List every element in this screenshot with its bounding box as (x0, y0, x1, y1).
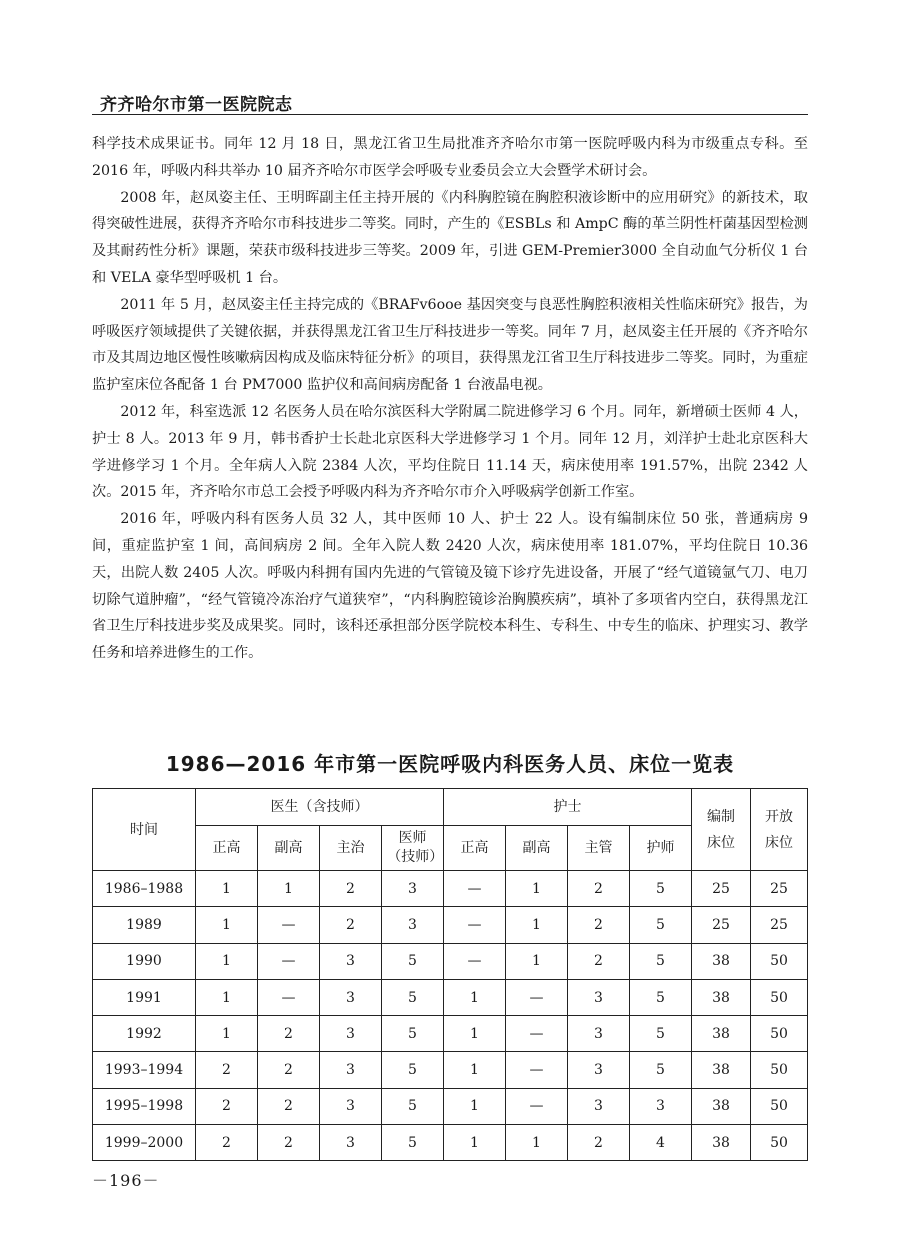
cell: 2 (320, 871, 382, 907)
cell: 5 (382, 943, 444, 979)
cell: 3 (320, 943, 382, 979)
cell: 1 (444, 1052, 506, 1088)
cell: 3 (568, 1016, 630, 1052)
cell: 5 (382, 1016, 444, 1052)
cell: 1 (258, 871, 320, 907)
running-header-title: 齐齐哈尔市第一医院院志 (100, 95, 293, 115)
cell: 1 (506, 871, 568, 907)
cell: 5 (382, 1052, 444, 1088)
cell: 50 (751, 979, 808, 1015)
cell-time: 1990 (93, 943, 196, 979)
cell: 1 (444, 1016, 506, 1052)
cell: 2 (320, 907, 382, 943)
cell: 3 (568, 979, 630, 1015)
cell: 4 (630, 1125, 692, 1161)
cell: 3 (568, 1052, 630, 1088)
paragraph-2016: 2016 年，呼吸内科有医务人员 32 人，其中医师 10 人、护士 22 人。设有编制床位 50 张，普通病房 9 间，重症监护室 1 间，高间病房 2 间。全年入院人数 2420 人次，病床使用率 181.07%，平均住院日 10.36 天，出院人数 2405 人次。呼吸内科拥有国内先进的气管镜及镜下诊疗先进设备，开展了“经气道镜氩气刀、电刀切除气道肿瘤”，“经气管镜冷冻治疗气道狭窄”，“内科胸腔镜诊治胸膜疾病”，填补了多项省内空白，获得黑龙江省卫生厅科技进步奖及成果奖。同时，该科还承担部分医学院校本科生、专科生、中专生的临床、护理实习、教学任务和培养进修生的工作。 (92, 511, 808, 662)
cell: 3 (320, 979, 382, 1015)
cell: 5 (630, 907, 692, 943)
cell: 25 (751, 907, 808, 943)
cell: 38 (692, 1088, 751, 1124)
cell: — (444, 871, 506, 907)
table-row (93, 979, 808, 1015)
cell: 1 (196, 979, 258, 1015)
cell-time: 1991 (93, 979, 196, 1015)
paragraph-2008: 2008 年，赵凤姿主任、王明晖副主任主持开展的《内科胸腔镜在胸腔积液诊断中的应用研究》的新技术，取得突破性进展，获得齐齐哈尔市科技进步二等奖。同时，产生的《ESBLs 和 AmpC 酶的革兰阴性杆菌基因型检测及其耐药性分析》课题，荣获市级科技进步三等奖。2009 年，引进 GEM-Premier3000 全自动血气分析仪 1 台和 VELA 豪华型呼吸机 1 台。 (92, 189, 808, 286)
cell: 1 (506, 943, 568, 979)
cell: 3 (320, 1052, 382, 1088)
header-doctor-physician (382, 826, 444, 871)
cell: 2 (258, 1052, 320, 1088)
cell: 5 (630, 979, 692, 1015)
cell: 3 (568, 1088, 630, 1124)
cell: 3 (320, 1088, 382, 1124)
table-row (93, 1088, 808, 1124)
cell: 3 (382, 871, 444, 907)
cell: 5 (382, 979, 444, 1015)
header-doctor-attending: 主治 (320, 826, 382, 871)
cell-time: 1999–2000 (93, 1125, 196, 1161)
cell-time: 1989 (93, 907, 196, 943)
cell: — (506, 979, 568, 1015)
paragraph-continued: 科学技术成果证书。同年 12 月 18 日，黑龙江省卫生局批准齐齐哈尔市第一医院呼吸内科为市级重点专科。至 2016 年，呼吸内科共举办 10 届齐齐哈尔市医学会呼吸专业委员会立大会暨学术研讨会。 (92, 136, 808, 179)
table-row (93, 1052, 808, 1088)
cell: — (506, 1052, 568, 1088)
cell: 50 (751, 1088, 808, 1124)
cell: 50 (751, 943, 808, 979)
cell: 2 (258, 1016, 320, 1052)
header-beds-planned (692, 789, 751, 871)
cell: 50 (751, 1125, 808, 1161)
cell: — (258, 943, 320, 979)
cell: — (258, 979, 320, 1015)
table-row (93, 1125, 808, 1161)
table-row (93, 871, 808, 907)
header-nurse-nurse: 护师 (630, 826, 692, 871)
cell: 5 (382, 1125, 444, 1161)
header-doctor-physician-label: 医师（技师） (387, 829, 444, 865)
cell: 2 (568, 907, 630, 943)
cell: — (506, 1088, 568, 1124)
cell: 1 (506, 1125, 568, 1161)
paragraph-2011: 2011 年 5 月，赵凤姿主任主持完成的《BRAFv6ooe 基因突变与良恶性胸腔积液相关性临床研究》报告，为呼吸医疗领域提供了关键依据，并获得黑龙江省卫生厅科技进步一等奖。同年 7 月，赵凤姿主任开展的《齐齐哈尔市及其周边地区慢性咳嗽病因构成及临床特征分析》的项目，获得黑龙江省卫生厅科技进步二等奖。同时，为重症监护室床位各配备 1 台 PM7000 监护仪和高间病房配备 1 台液晶电视。 (92, 296, 808, 394)
cell: 1 (196, 1016, 258, 1052)
table-row (93, 907, 808, 943)
header-nurse-senior: 正高 (444, 826, 506, 871)
cell: 1 (444, 1088, 506, 1124)
cell: 2 (196, 1125, 258, 1161)
cell: 1 (444, 979, 506, 1015)
header-nurse-group: 护士 (444, 789, 692, 826)
cell: 1 (196, 871, 258, 907)
cell: 1 (196, 907, 258, 943)
cell: 2 (258, 1125, 320, 1161)
header-nurse-associate: 副高 (506, 826, 568, 871)
cell-time: 1993–1994 (93, 1052, 196, 1088)
cell: 5 (630, 943, 692, 979)
body-text (92, 131, 808, 667)
header-time: 时间 (93, 789, 196, 871)
cell: 1 (444, 1125, 506, 1161)
cell: 38 (692, 1016, 751, 1052)
cell: 3 (320, 1125, 382, 1161)
paragraph-2012: 2012 年，科室选派 12 名医务人员在哈尔滨医科大学附属二院进修学习 6 个月。同年，新增硕士医师 4 人，护士 8 人。2013 年 9 月，韩书香护士长赴北京医科大学进修学习 1 个月。同年 12 月，刘洋护士赴北京医科大学进修学习 1 个月。全年病人入院 2384 人次，平均住院日 11.14 天，病床使用率 191.57%，出院 2342 人次。2015 年，齐齐哈尔市总工会授予呼吸内科为齐齐哈尔市介入呼吸病学创新工作室。 (92, 403, 808, 501)
cell: 38 (692, 943, 751, 979)
header-doctor-associate: 副高 (258, 826, 320, 871)
cell: 3 (382, 907, 444, 943)
cell: 2 (258, 1088, 320, 1124)
cell: 38 (692, 1125, 751, 1161)
cell: 5 (630, 871, 692, 907)
cell: 3 (630, 1088, 692, 1124)
header-beds-open-label: 开放床位 (764, 808, 793, 851)
cell: 2 (568, 1125, 630, 1161)
table-title: 1986—2016 年市第一医院呼吸内科医务人员、床位一览表 (165, 752, 735, 776)
cell: — (258, 907, 320, 943)
staff-beds-table (92, 788, 808, 1161)
header-beds-open (751, 789, 808, 871)
cell: 5 (382, 1088, 444, 1124)
cell: — (444, 943, 506, 979)
header-beds-planned-label: 编制床位 (706, 808, 735, 851)
cell: 50 (751, 1016, 808, 1052)
cell: 38 (692, 979, 751, 1015)
cell: 25 (692, 871, 751, 907)
header-nurse-supervisor: 主管 (568, 826, 630, 871)
table-row (93, 1016, 808, 1052)
cell: 50 (751, 1052, 808, 1088)
cell: — (506, 1016, 568, 1052)
cell-time: 1986–1988 (93, 871, 196, 907)
cell: 38 (692, 1052, 751, 1088)
cell: 25 (751, 871, 808, 907)
cell: 3 (320, 1016, 382, 1052)
cell: 2 (196, 1088, 258, 1124)
cell: 5 (630, 1016, 692, 1052)
cell: 1 (196, 943, 258, 979)
cell-time: 1992 (93, 1016, 196, 1052)
cell: 1 (506, 907, 568, 943)
cell: 25 (692, 907, 751, 943)
table-row (93, 943, 808, 979)
cell: 2 (196, 1052, 258, 1088)
cell: — (444, 907, 506, 943)
header-divider (92, 114, 808, 115)
cell: 2 (568, 871, 630, 907)
cell-time: 1995–1998 (93, 1088, 196, 1124)
header-doctor-group: 医生（含技师） (196, 789, 444, 826)
cell: 2 (568, 943, 630, 979)
cell: 5 (630, 1052, 692, 1088)
page-number: －196－ (92, 1171, 160, 1190)
header-doctor-senior: 正高 (196, 826, 258, 871)
